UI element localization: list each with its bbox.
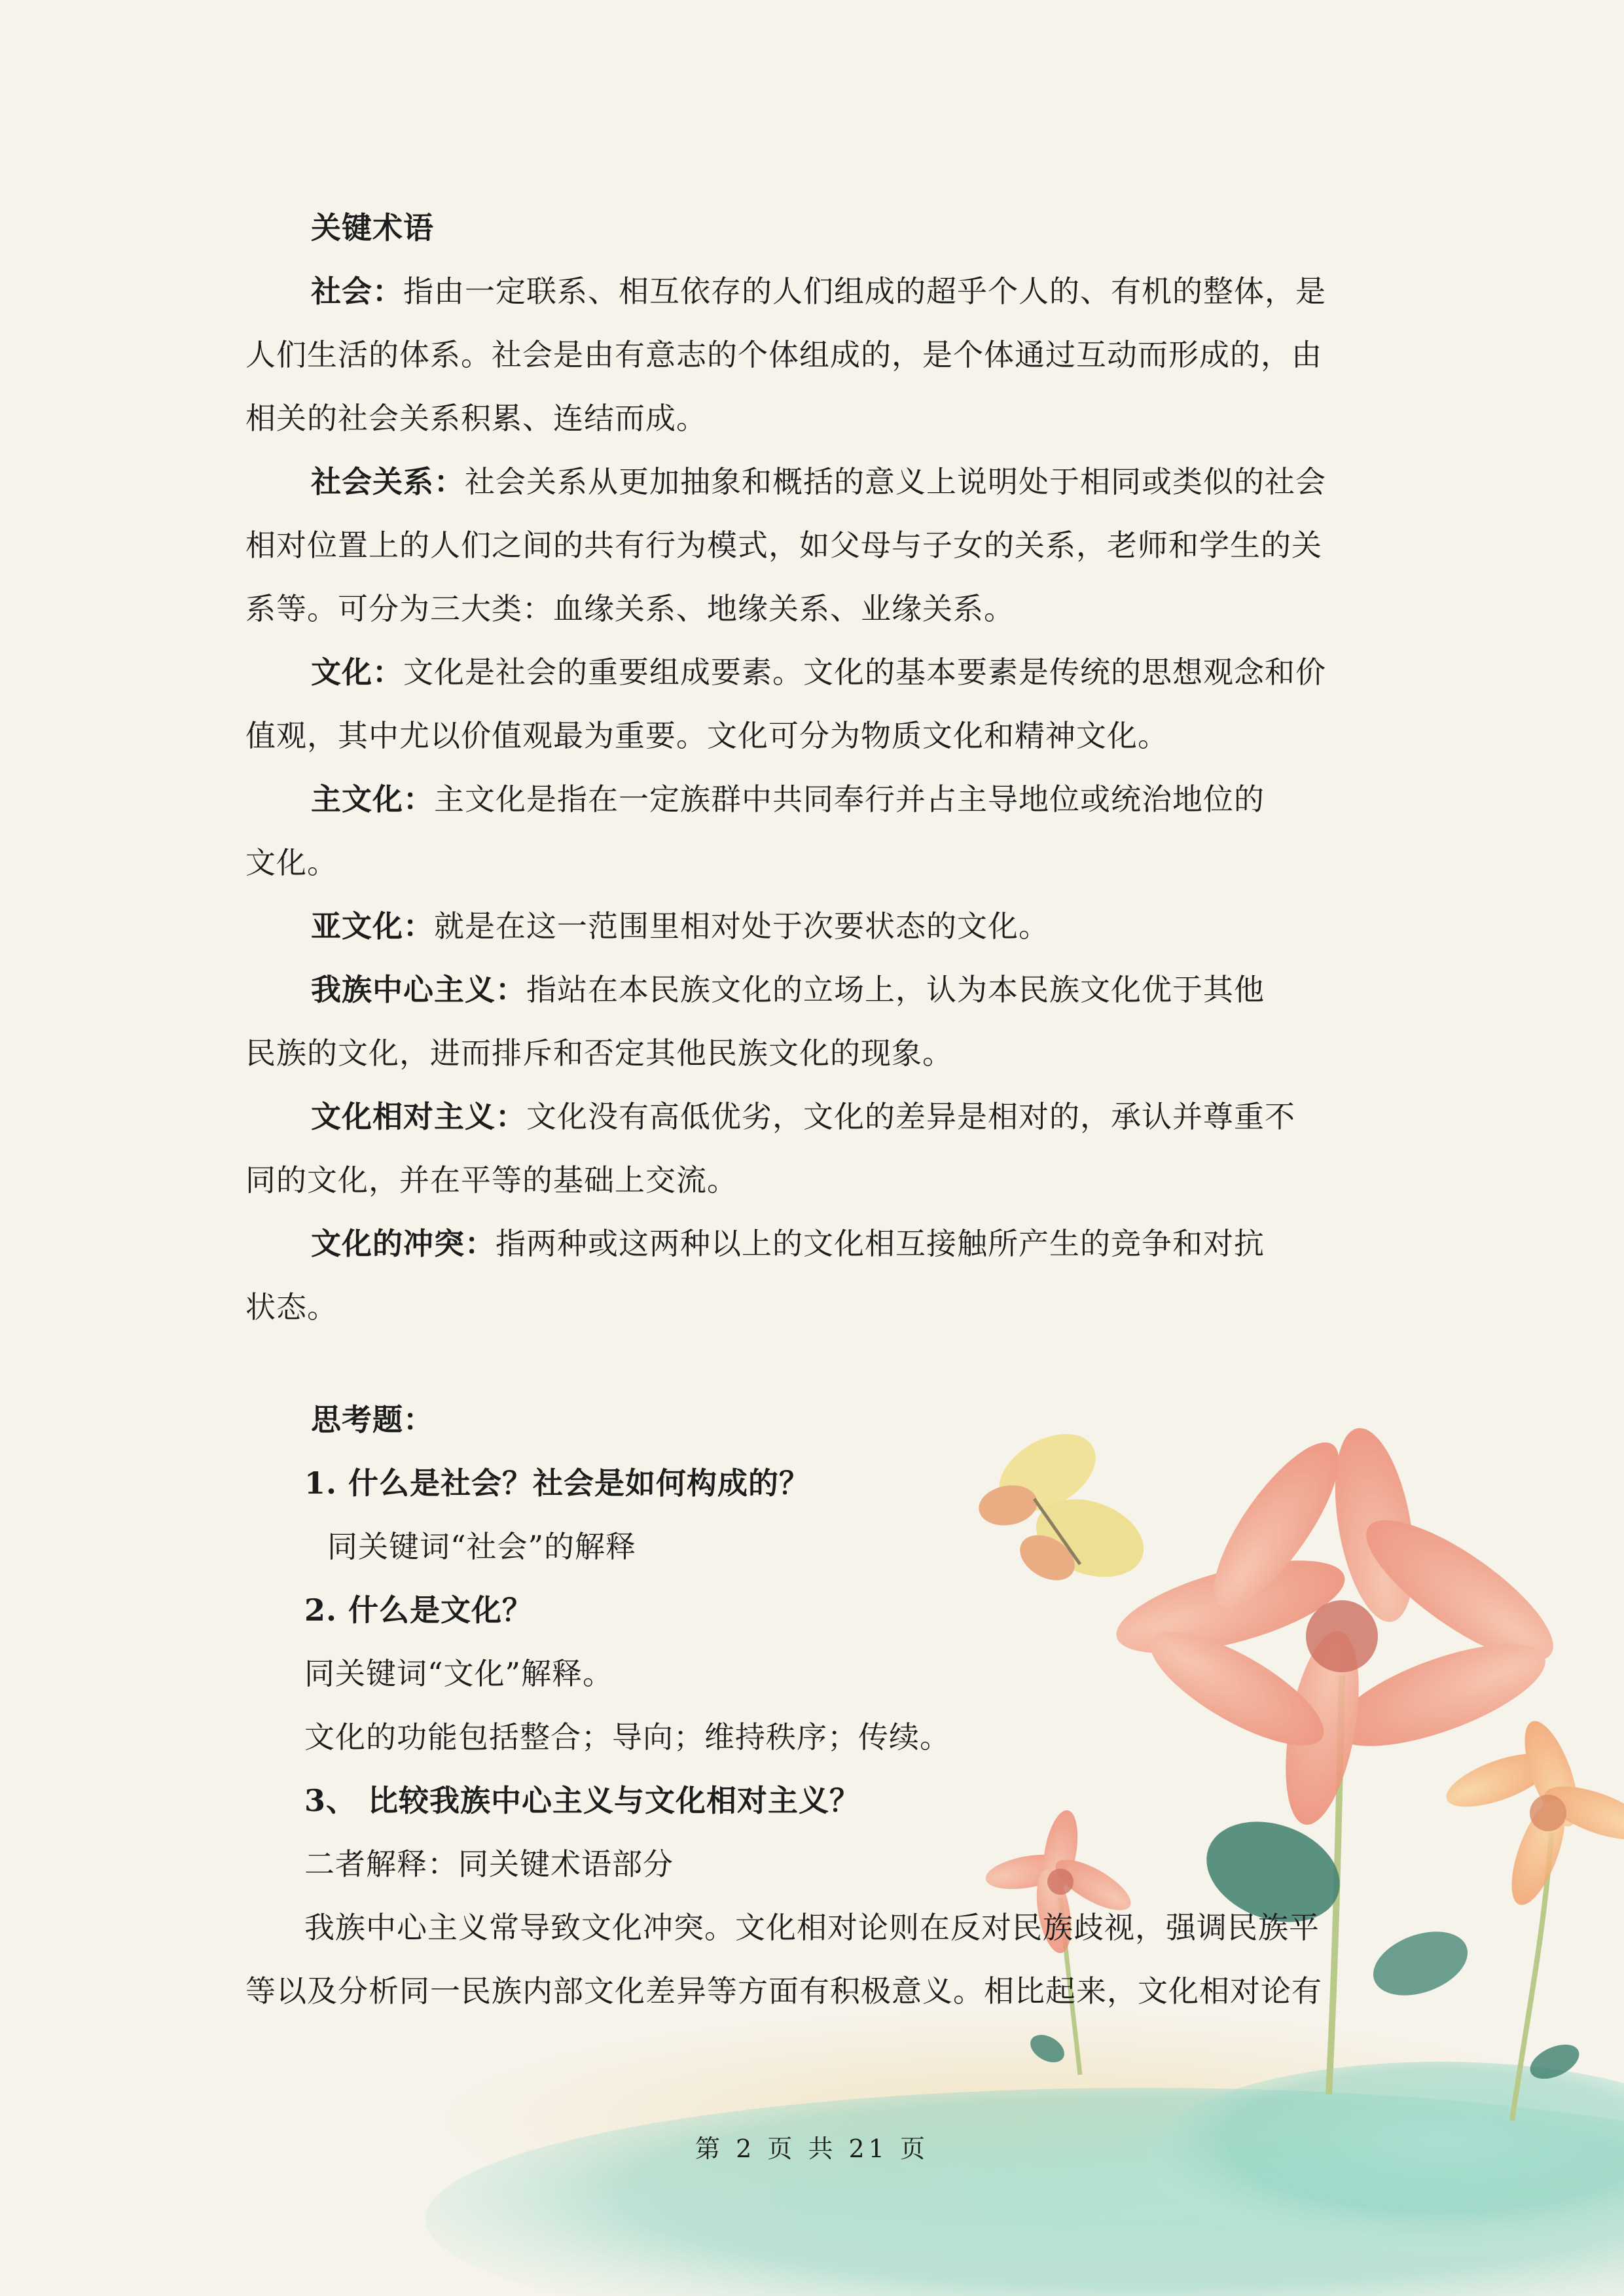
page-number-footer: 第 2 页 共 21 页 <box>695 2134 929 2163</box>
term-label: 社会关系： <box>311 464 465 499</box>
term-culture <box>245 641 1378 704</box>
question-3: 3、 比较我族中心主义与文化相对主义？ <box>304 1783 861 1818</box>
answer-3b-line2: 等以及分析同一民族内部文化差异等方面有积极意义。相比起来，文化相对论有 <box>245 1973 1322 2009</box>
term-text: 社会关系从更加抽象和概括的意义上说明处于相同或类似的社会 <box>465 464 1326 499</box>
answer-3b-line1: 我族中心主义常导致文化冲突。文化相对论则在反对民族歧视，强调民族平 <box>304 1910 1320 1945</box>
term-label: 我族中心主义： <box>311 972 526 1007</box>
term-text: 指站在本民族文化的立场上，认为本民族文化优于其他 <box>526 972 1265 1007</box>
term-label: 文化： <box>311 655 403 690</box>
term-label: 社会： <box>311 274 403 309</box>
questions-heading: 思考题： <box>311 1402 434 1437</box>
term-cultural-relativism <box>245 1085 1378 1149</box>
term-label: 文化的冲突： <box>311 1226 496 1261</box>
section-heading: 关键术语 <box>311 210 434 245</box>
term-label: 亚文化： <box>311 908 434 944</box>
answer-3a: 二者解释：同关键术语部分 <box>304 1846 674 1882</box>
term-text: 指由一定联系、相互依存的人们组成的超乎个人的、有机的整体，是 <box>403 274 1326 309</box>
term-social-relations-line3: 系等。可分为三大类：血缘关系、地缘关系、业缘关系。 <box>245 591 1015 626</box>
term-culture-line2: 值观，其中尤以价值观最为重要。文化可分为物质文化和精神文化。 <box>245 718 1168 753</box>
term-list <box>245 260 1378 1339</box>
term-society-line2: 人们生活的体系。社会是由有意志的个体组成的，是个体通过互动而形成的，由 <box>245 337 1322 372</box>
term-text: 就是在这一范围里相对处于次要状态的文化。 <box>434 908 1049 944</box>
answer-2b: 文化的功能包括整合；导向；维持秩序；传续。 <box>304 1719 950 1755</box>
term-cultural-conflict <box>245 1212 1378 1276</box>
main-content <box>245 196 1378 2023</box>
questions-section <box>245 1388 1378 2023</box>
question-1: 1. 什么是社会？社会是如何构成的？ <box>304 1465 810 1501</box>
answer-2a: 同关键词“文化”解释。 <box>304 1656 614 1691</box>
term-text: 指两种或这两种以上的文化相互接触所产生的竞争和对抗 <box>496 1226 1265 1261</box>
term-cultural-conflict-line2: 状态。 <box>245 1289 338 1325</box>
leaf-2 <box>1364 1920 1476 2007</box>
term-text: 文化是社会的重要组成要素。文化的基本要素是传统的思想观念和价 <box>403 655 1326 690</box>
term-text: 主文化是指在一定族群中共同奉行并占主导地位或统治地位的 <box>434 781 1265 817</box>
term-society <box>245 260 1378 323</box>
small-flower-right <box>1440 1715 1624 1911</box>
term-main-culture <box>245 768 1378 831</box>
term-ethnocentrism-line2: 民族的文化，进而排斥和否定其他民族文化的现象。 <box>245 1035 953 1071</box>
term-label: 文化相对主义： <box>311 1099 526 1134</box>
term-ethnocentrism <box>245 958 1378 1022</box>
term-society-line3: 相关的社会关系积累、连结而成。 <box>245 401 707 436</box>
term-text: 文化没有高低优劣，文化的差异是相对的，承认并尊重不 <box>526 1099 1295 1134</box>
term-subculture <box>245 895 1378 958</box>
term-social-relations <box>245 450 1378 514</box>
answer-1: 同关键词“社会”的解释 <box>327 1529 637 1564</box>
term-main-culture-line2: 文化。 <box>245 845 338 880</box>
question-2: 2. 什么是文化？ <box>304 1592 533 1628</box>
term-label: 主文化： <box>311 781 434 817</box>
term-social-relations-line2: 相对位置上的人们之间的共有行为模式，如父母与子女的关系，老师和学生的关 <box>245 528 1322 563</box>
term-cultural-relativism-line2: 同的文化，并在平等的基础上交流。 <box>245 1162 738 1198</box>
